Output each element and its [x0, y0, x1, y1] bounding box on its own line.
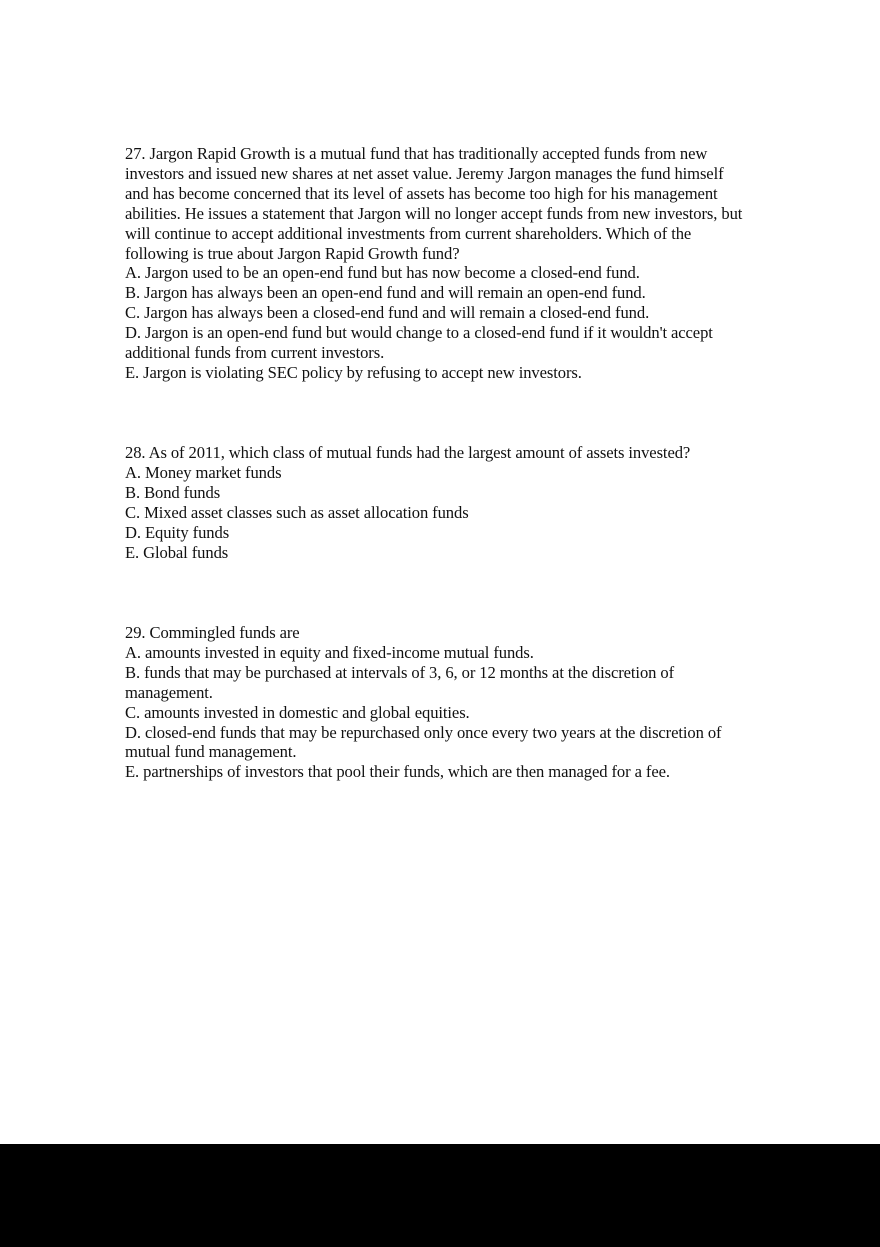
bottom-black-bar — [0, 1144, 880, 1247]
question-28 — [125, 443, 785, 562]
answer-option-d: D. closed-end funds that may be repurchased only once every two years at the discretion of — [125, 722, 722, 742]
answer-option-d: D. Jargon is an open-end fund but would change to a closed-end fund if it wouldn't accept — [125, 323, 713, 343]
answer-option-d: D. Equity funds — [125, 522, 230, 542]
answer-option-b: B. funds that may be purchased at intervals of 3, 6, or 12 months at the discretion of — [125, 662, 675, 682]
question-stem-line: will continue to accept additional investments from current shareholders. Which of the — [125, 223, 692, 243]
answer-option-c: C. amounts invested in domestic and global equities. — [125, 702, 470, 722]
answer-option-b-continued: management. — [125, 682, 213, 702]
answer-option-c: C. Jargon has always been a closed-end fund and will remain a closed-end fund. — [125, 303, 650, 323]
answer-option-a: A. amounts invested in equity and fixed-income mutual funds. — [125, 642, 534, 662]
answer-option-c: C. Mixed asset classes such as asset allocation funds — [125, 502, 469, 522]
question-stem-line: and has become concerned that its level of assets has become too high for his management — [125, 183, 718, 203]
question-stem: 28. As of 2011, which class of mutual funds had the largest amount of assets invested? — [125, 443, 691, 462]
answer-option-e: E. Global funds — [125, 542, 229, 562]
answer-option-a: A. Jargon used to be an open-end fund but has now become a closed-end fund. — [125, 263, 640, 283]
answer-option-e: E. partnerships of investors that pool their funds, which are then managed for a fee. — [125, 762, 670, 782]
question-29 — [125, 623, 785, 782]
answer-option-a: A. Money market funds — [125, 462, 282, 482]
answer-option-b: B. Bond funds — [125, 482, 221, 502]
question-stem-line: 27. Jargon Rapid Growth is a mutual fund that has traditionally accepted funds from new — [125, 144, 708, 163]
question-stem-line: following is true about Jargon Rapid Growth fund? — [125, 243, 460, 263]
question-stem: 29. Commingled funds are — [125, 623, 300, 642]
answer-option-d-continued: mutual fund management. — [125, 742, 297, 762]
answer-option-b: B. Jargon has always been an open-end fund and will remain an open-end fund. — [125, 283, 646, 303]
question-stem-line: investors and issued new shares at net asset value. Jeremy Jargon manages the fund himself — [125, 163, 724, 183]
question-27 — [125, 144, 785, 383]
answer-option-d-continued: additional funds from current investors. — [125, 343, 385, 363]
question-stem-line: abilities. He issues a statement that Jargon will no longer accept funds from new investors, but — [125, 203, 743, 223]
answer-option-e: E. Jargon is violating SEC policy by refusing to accept new investors. — [125, 362, 582, 382]
